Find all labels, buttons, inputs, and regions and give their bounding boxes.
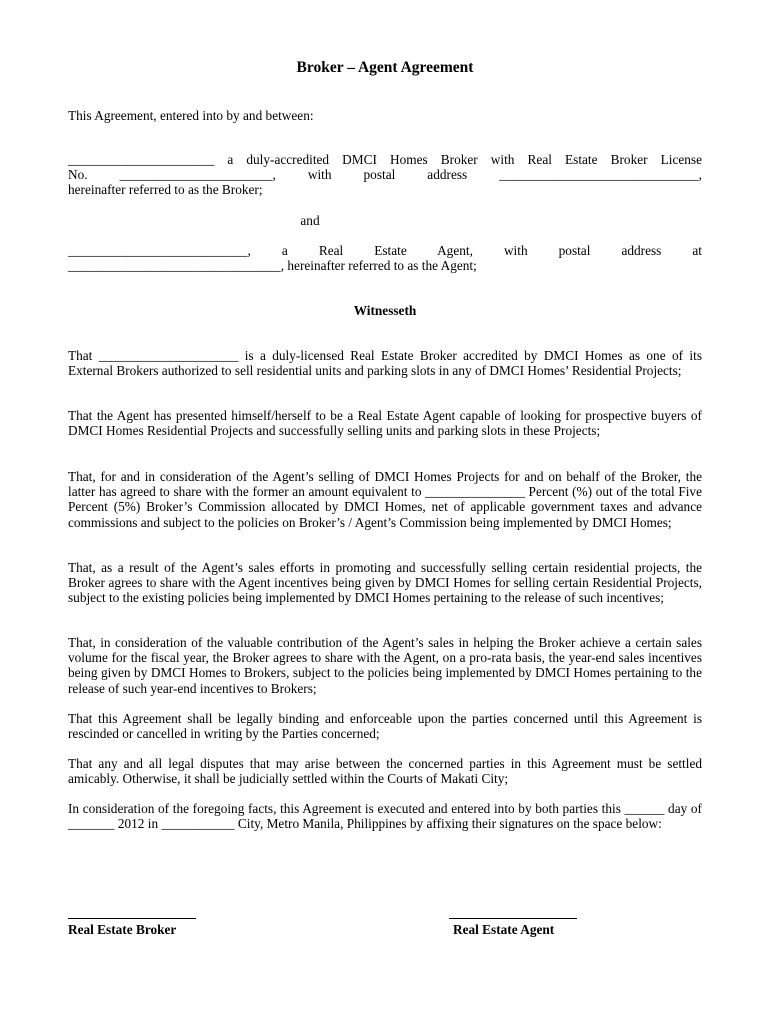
intro-text: This Agreement, entered into by and between: <box>68 108 314 123</box>
and-text: and <box>300 213 320 228</box>
paragraph-8: In consideration of the foregoing facts, this Agreement is executed and entered into by both parties this ______ day of _______ 2012 in ___________ City, Metro Manila, Philippines by affixing their signatures on the space below: <box>68 801 702 832</box>
agent-signature-label: Real Estate Agent <box>453 922 555 937</box>
document-title: Broker – Agent Agreement <box>296 59 474 76</box>
broker-signature-label: Real Estate Broker <box>68 922 177 937</box>
agent-signature-line[interactable] <box>449 918 577 919</box>
agent-block <box>68 243 702 273</box>
broker-signature-line[interactable] <box>68 918 196 919</box>
paragraph-5: That, in consideration of the valuable contribution of the Agent’s sales in helping the Broker achieve a certain sales volume for the fiscal year, the Broker agrees to share with the Agent, on a pro-rata basis, the year-end sales incentives being given by DMCI Homes to Brokers, subject to the policies being implemented by DMCI Homes pertaining to the release of such year-end incentives to Brokers; <box>68 635 702 696</box>
agent-line-1: ___________________________, a Real Estate Agent, with postal address at <box>68 243 702 258</box>
paragraph-7: That any and all legal disputes that may arise between the concerned parties in this Agreement must be settled amicably. Otherwise, it shall be judicially settled within the Courts of Makati City; <box>68 756 702 787</box>
paragraph-3: That, for and in consideration of the Agent’s selling of DMCI Homes Projects for and on behalf of the Broker, the latter has agreed to share with the former an amount equivalent to _______________ Percent (%) out of the total Five Percent (5%) Broker’s Commission allocated by DMCI Homes, net of applicable government taxes and advance commissions and subject to the policies on Broker’s / Agent’s Commission being implemented by DMCI Homes; <box>68 469 702 530</box>
agent-line-2: ________________________________, hereinafter referred to as the Agent; <box>68 258 477 274</box>
broker-block <box>68 152 702 198</box>
paragraph-2: That the Agent has presented himself/herself to be a Real Estate Agent capable of looking for prospective buyers of DMCI Homes Residential Projects and successfully selling units and parking slots in these Projects; <box>68 408 702 439</box>
broker-line-1: ______________________ a duly-accredited DMCI Homes Broker with Real Estate Broker License <box>68 152 702 167</box>
paragraph-4: That, as a result of the Agent’s sales efforts in promoting and successfully selling certain residential projects, the Broker agrees to share with the Agent incentives being given by DMCI Homes for selling certain Residential Projects, subject to the existing policies being implemented by DMCI Homes pertaining to the release of such incentives; <box>68 560 702 606</box>
witnesseth-heading: Witnesseth <box>353 303 417 318</box>
broker-line-2: No. _______________________, with postal address ______________________________, <box>68 167 702 183</box>
broker-line-3: hereinafter referred to as the Broker; <box>68 182 263 198</box>
paragraph-6: That this Agreement shall be legally binding and enforceable upon the parties concerned until this Agreement is rescinded or cancelled in writing by the Parties concerned; <box>68 711 702 742</box>
paragraph-1: That _____________________ is a duly-licensed Real Estate Broker accredited by DMCI Homes as one of its External Brokers authorized to sell residential units and parking slots in any of DMCI Homes’ Residential Projects; <box>68 348 702 379</box>
